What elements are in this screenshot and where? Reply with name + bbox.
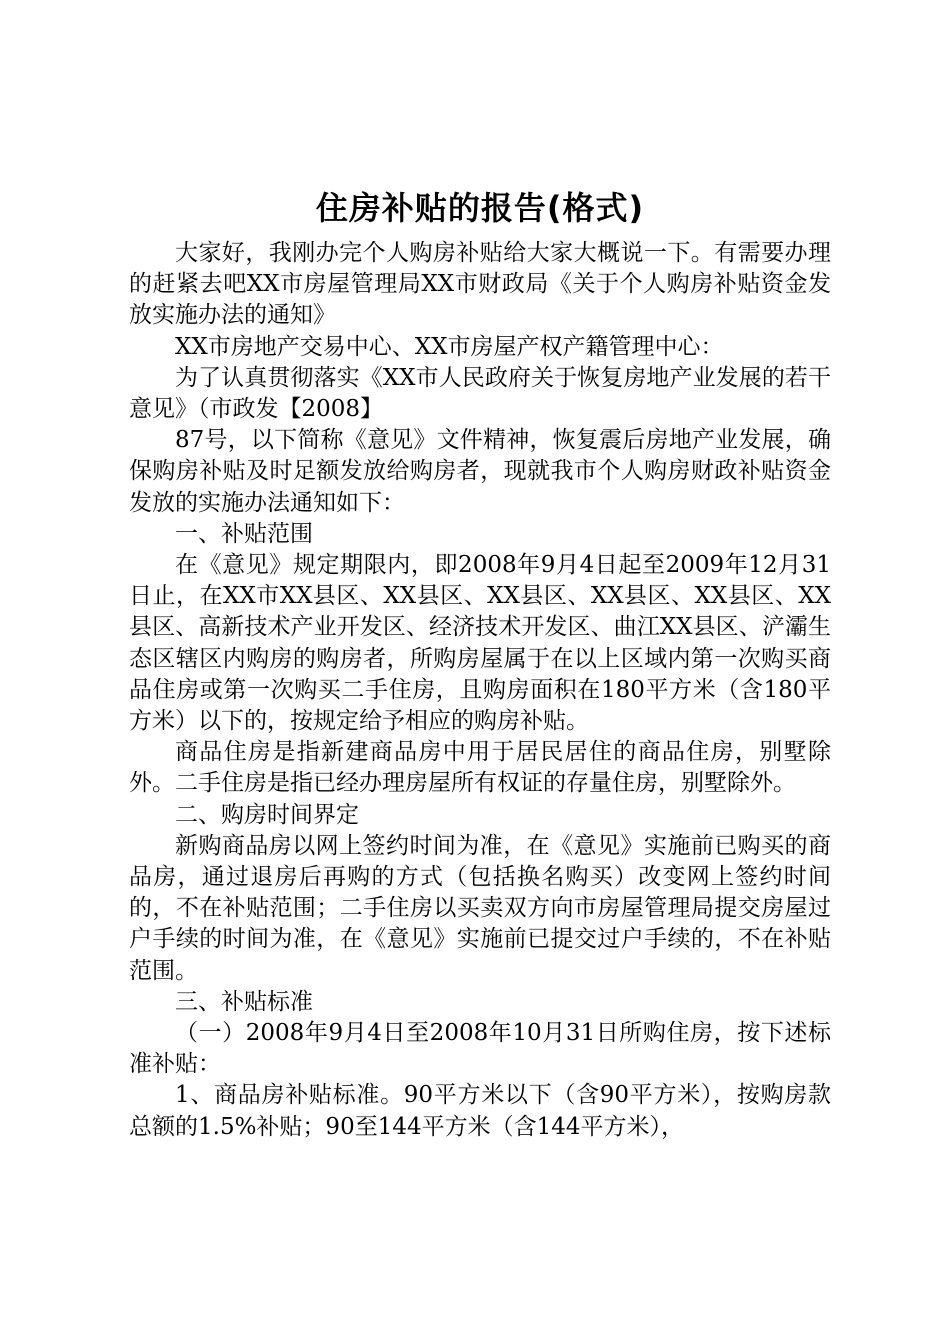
paragraph-scope: 在《意见》规定期限内，即2008年9月4日起至2009年12月31日止，在XX市XX县区、XX县区、XX县区、XX县区、XX县区、XX县区、高新技术产业开发区、经济技术开发区、曲江XX县区、浐灞生态区辖区内购房的购房者，所购房屋属于在以上区域内第一次购买商品住房或第一次购买二手住房，且购房面积在180平方米（含180平方米）以下的，按规定给予相应的购房补贴。 xyxy=(129,552,831,735)
document-title: 住房补贴的报告(格式) xyxy=(315,189,645,227)
section-heading-time: 二、购房时间界定 xyxy=(175,801,359,828)
paragraph-greeting: 大家好，我刚办完个人购房补贴给大家大概说一下。有需要办理的赶紧去吧XX市房屋管理局XX市财政局《关于个人购房补贴资金发放实施办法的通知》 xyxy=(129,240,831,329)
paragraph-standard-commercial: 1、商品房补贴标准。90平方米以下（含90平方米），按购房款总额的1.5%补贴；90至144平方米（含144平方米）， xyxy=(129,1082,831,1140)
paragraph-purpose: 为了认真贯彻落实《XX市人民政府关于恢复房地产业发展的若干意见》（市政发【2008】 xyxy=(129,364,831,423)
paragraph-notice-intro: 87号，以下简称《意见》文件精神，恢复震后房地产业发展，确保购房补贴及时足额发放给购房者，现就我市个人购房财政补贴资金发放的实施办法通知如下： xyxy=(129,427,831,516)
paragraph-time: 新购商品房以网上签约时间为准，在《意见》实施前已购买的商品房，通过退房后再购的方式（包括换名购买）改变网上签约时间的，不在补贴范围；二手住房以买卖双方向市房屋管理局提交房屋过户手续的时间为准，在《意见》实施前已提交过户手续的，不在补贴范围。 xyxy=(129,832,831,984)
paragraph-housing-definition: 商品住房是指新建商品房中用于居民居住的商品住房，别墅除外。二手住房是指已经办理房屋所有权证的存量住房，别墅除外。 xyxy=(129,739,831,797)
paragraph-addressees: XX市房地产交易中心、XX市房屋产权产籍管理中心： xyxy=(175,333,724,360)
document-page xyxy=(129,184,831,1143)
section-heading-standard: 三、补贴标准 xyxy=(175,988,313,1015)
section-heading-scope: 一、补贴范围 xyxy=(175,520,313,547)
paragraph-standard-period: （一）2008年9月4日至2008年10月31日所购住房，按下述标准补贴： xyxy=(129,1020,831,1078)
